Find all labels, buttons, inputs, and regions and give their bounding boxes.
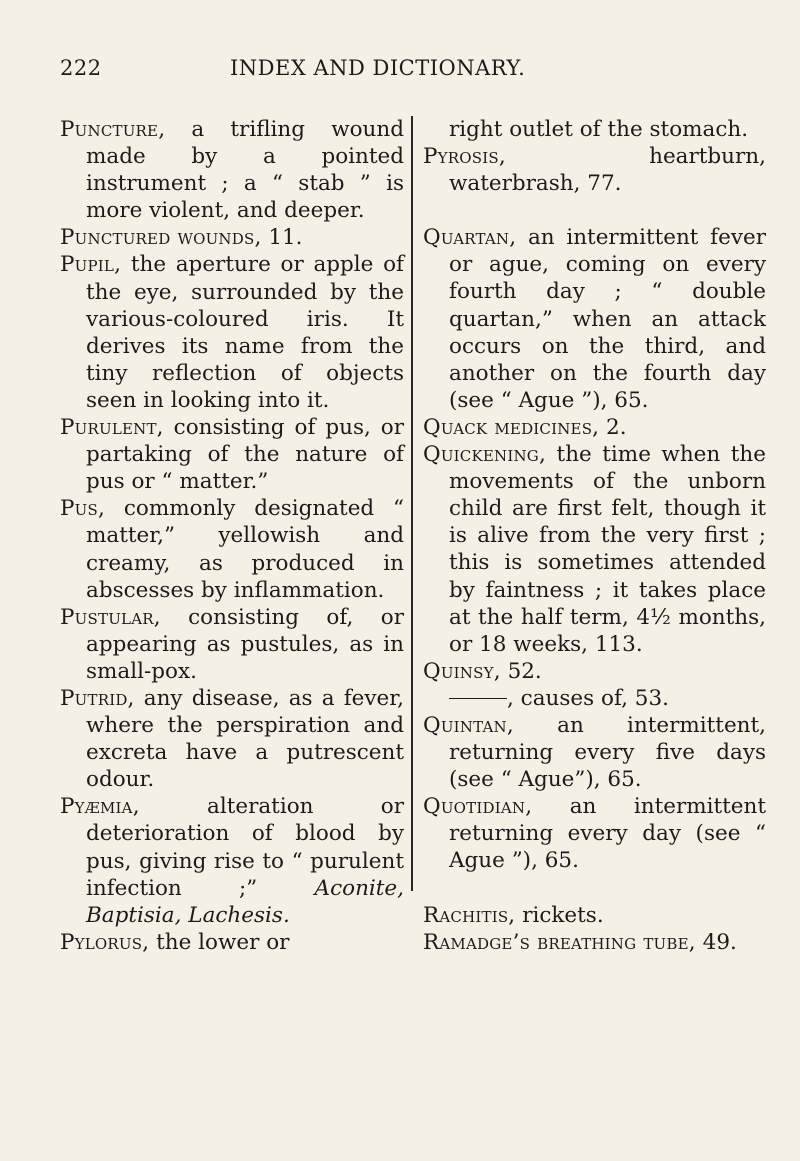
definition: an intermittent, returning every five days (see “ Ague”), 65. bbox=[449, 712, 766, 793]
definition: the aperture or apple of the eye, surrounded by the various-coloured iris. It derives its name from the tiny reflection of objects seen in looking into it. bbox=[86, 252, 404, 413]
definition: alteration or deterioration of blood by pus, giving rise to “ purulent infection ;” bbox=[86, 794, 404, 901]
entry-rachitis bbox=[423, 902, 766, 929]
definition: any disease, as a fever, where the perspiration and excreta have a putrescent odour. bbox=[86, 685, 404, 793]
definition: rickets. bbox=[515, 902, 604, 928]
entry-pyrosis bbox=[423, 143, 766, 197]
definition: consisting of pus, or partaking of the nature of pus or “ matter.” bbox=[86, 415, 404, 495]
headword: Punctured wounds, bbox=[60, 225, 262, 251]
entry-quintan bbox=[423, 712, 766, 793]
entry-punctured-wounds bbox=[60, 224, 404, 251]
headword: Purulent, bbox=[60, 415, 164, 441]
entry-pustular bbox=[60, 604, 404, 685]
entry-quickening bbox=[423, 441, 766, 658]
column-divider bbox=[411, 116, 413, 891]
headword: Quintan, bbox=[423, 712, 514, 738]
entry-pylorus-continued bbox=[423, 116, 766, 143]
headword: Pustular, bbox=[60, 604, 161, 630]
definition: , causes of, 53. bbox=[507, 685, 669, 711]
headword: Ramadge’s breathing tube, bbox=[423, 929, 696, 955]
headword: Quickening, bbox=[423, 442, 547, 468]
entry-quartan bbox=[423, 224, 766, 414]
entry-purulent bbox=[60, 414, 404, 495]
definition: the lower or bbox=[149, 929, 290, 955]
headword: Rachitis, bbox=[423, 902, 516, 928]
right-column bbox=[423, 116, 766, 956]
page-number: 222 bbox=[60, 56, 102, 80]
headword: Quack medicines, bbox=[423, 414, 600, 440]
entry-quotidian bbox=[423, 793, 766, 874]
definition: a trifling wound made by a pointed instrument ; a “ stab ” is more violent, and deeper. bbox=[86, 117, 404, 224]
definition: 52. bbox=[500, 658, 542, 684]
entry-pylorus bbox=[60, 929, 404, 956]
page-title: INDEX AND DICTIONARY. bbox=[230, 56, 526, 80]
entry-quinsy-causes bbox=[423, 685, 766, 712]
entry-quack-medicines bbox=[423, 414, 766, 441]
headword: Putrid, bbox=[60, 685, 135, 711]
definition: right outlet of the stomach. bbox=[449, 117, 749, 142]
entry-putrid bbox=[60, 685, 404, 793]
headword: Quinsy, bbox=[423, 658, 501, 684]
headword: Pus, bbox=[60, 496, 106, 522]
definition: 49. bbox=[695, 929, 737, 955]
headword: Puncture, bbox=[60, 117, 166, 142]
headword: Quartan, bbox=[423, 225, 517, 251]
definition: consisting of, or appearing as pustules, as in small-pox. bbox=[86, 604, 404, 684]
remedies: Aconite, Baptisia, Lachesis. bbox=[86, 875, 404, 928]
headword: Pylorus, bbox=[60, 929, 150, 955]
ditto-dash bbox=[449, 698, 507, 699]
definition: an intermittent fever or ague, coming on every fourth day ; “ double quartan,” when an attack occurs on the third, and another on the fourth day (see “ Ague ”), 65. bbox=[449, 225, 766, 413]
entry-ramadges-tube bbox=[423, 929, 766, 956]
definition: heartburn, waterbrash, 77. bbox=[449, 144, 766, 197]
left-column bbox=[60, 116, 404, 956]
definition: an intermittent returning every day (see “ Ague ”), 65. bbox=[449, 794, 766, 874]
headword: Pyrosis, bbox=[423, 144, 506, 170]
definition: 2. bbox=[599, 414, 627, 440]
definition: 11. bbox=[261, 225, 303, 251]
definition: commonly designated “ matter,” yellowish and creamy, as produced in abscesses by inflammation. bbox=[86, 496, 404, 603]
entry-pyaemia bbox=[60, 793, 404, 928]
definition: the time when the movements of the unborn child are first felt, though it is alive from the very first ; this is sometimes attended by faintness ; it takes place at the half term, 4½ months, or 18 weeks, 113. bbox=[449, 442, 766, 657]
entry-puncture bbox=[60, 116, 404, 224]
headword: Quotidian, bbox=[423, 794, 533, 820]
entry-pupil bbox=[60, 251, 404, 414]
entry-quinsy bbox=[423, 658, 766, 685]
headword: Pyæmia, bbox=[60, 794, 140, 820]
entry-pus bbox=[60, 495, 404, 603]
headword: Pupil, bbox=[60, 252, 122, 278]
